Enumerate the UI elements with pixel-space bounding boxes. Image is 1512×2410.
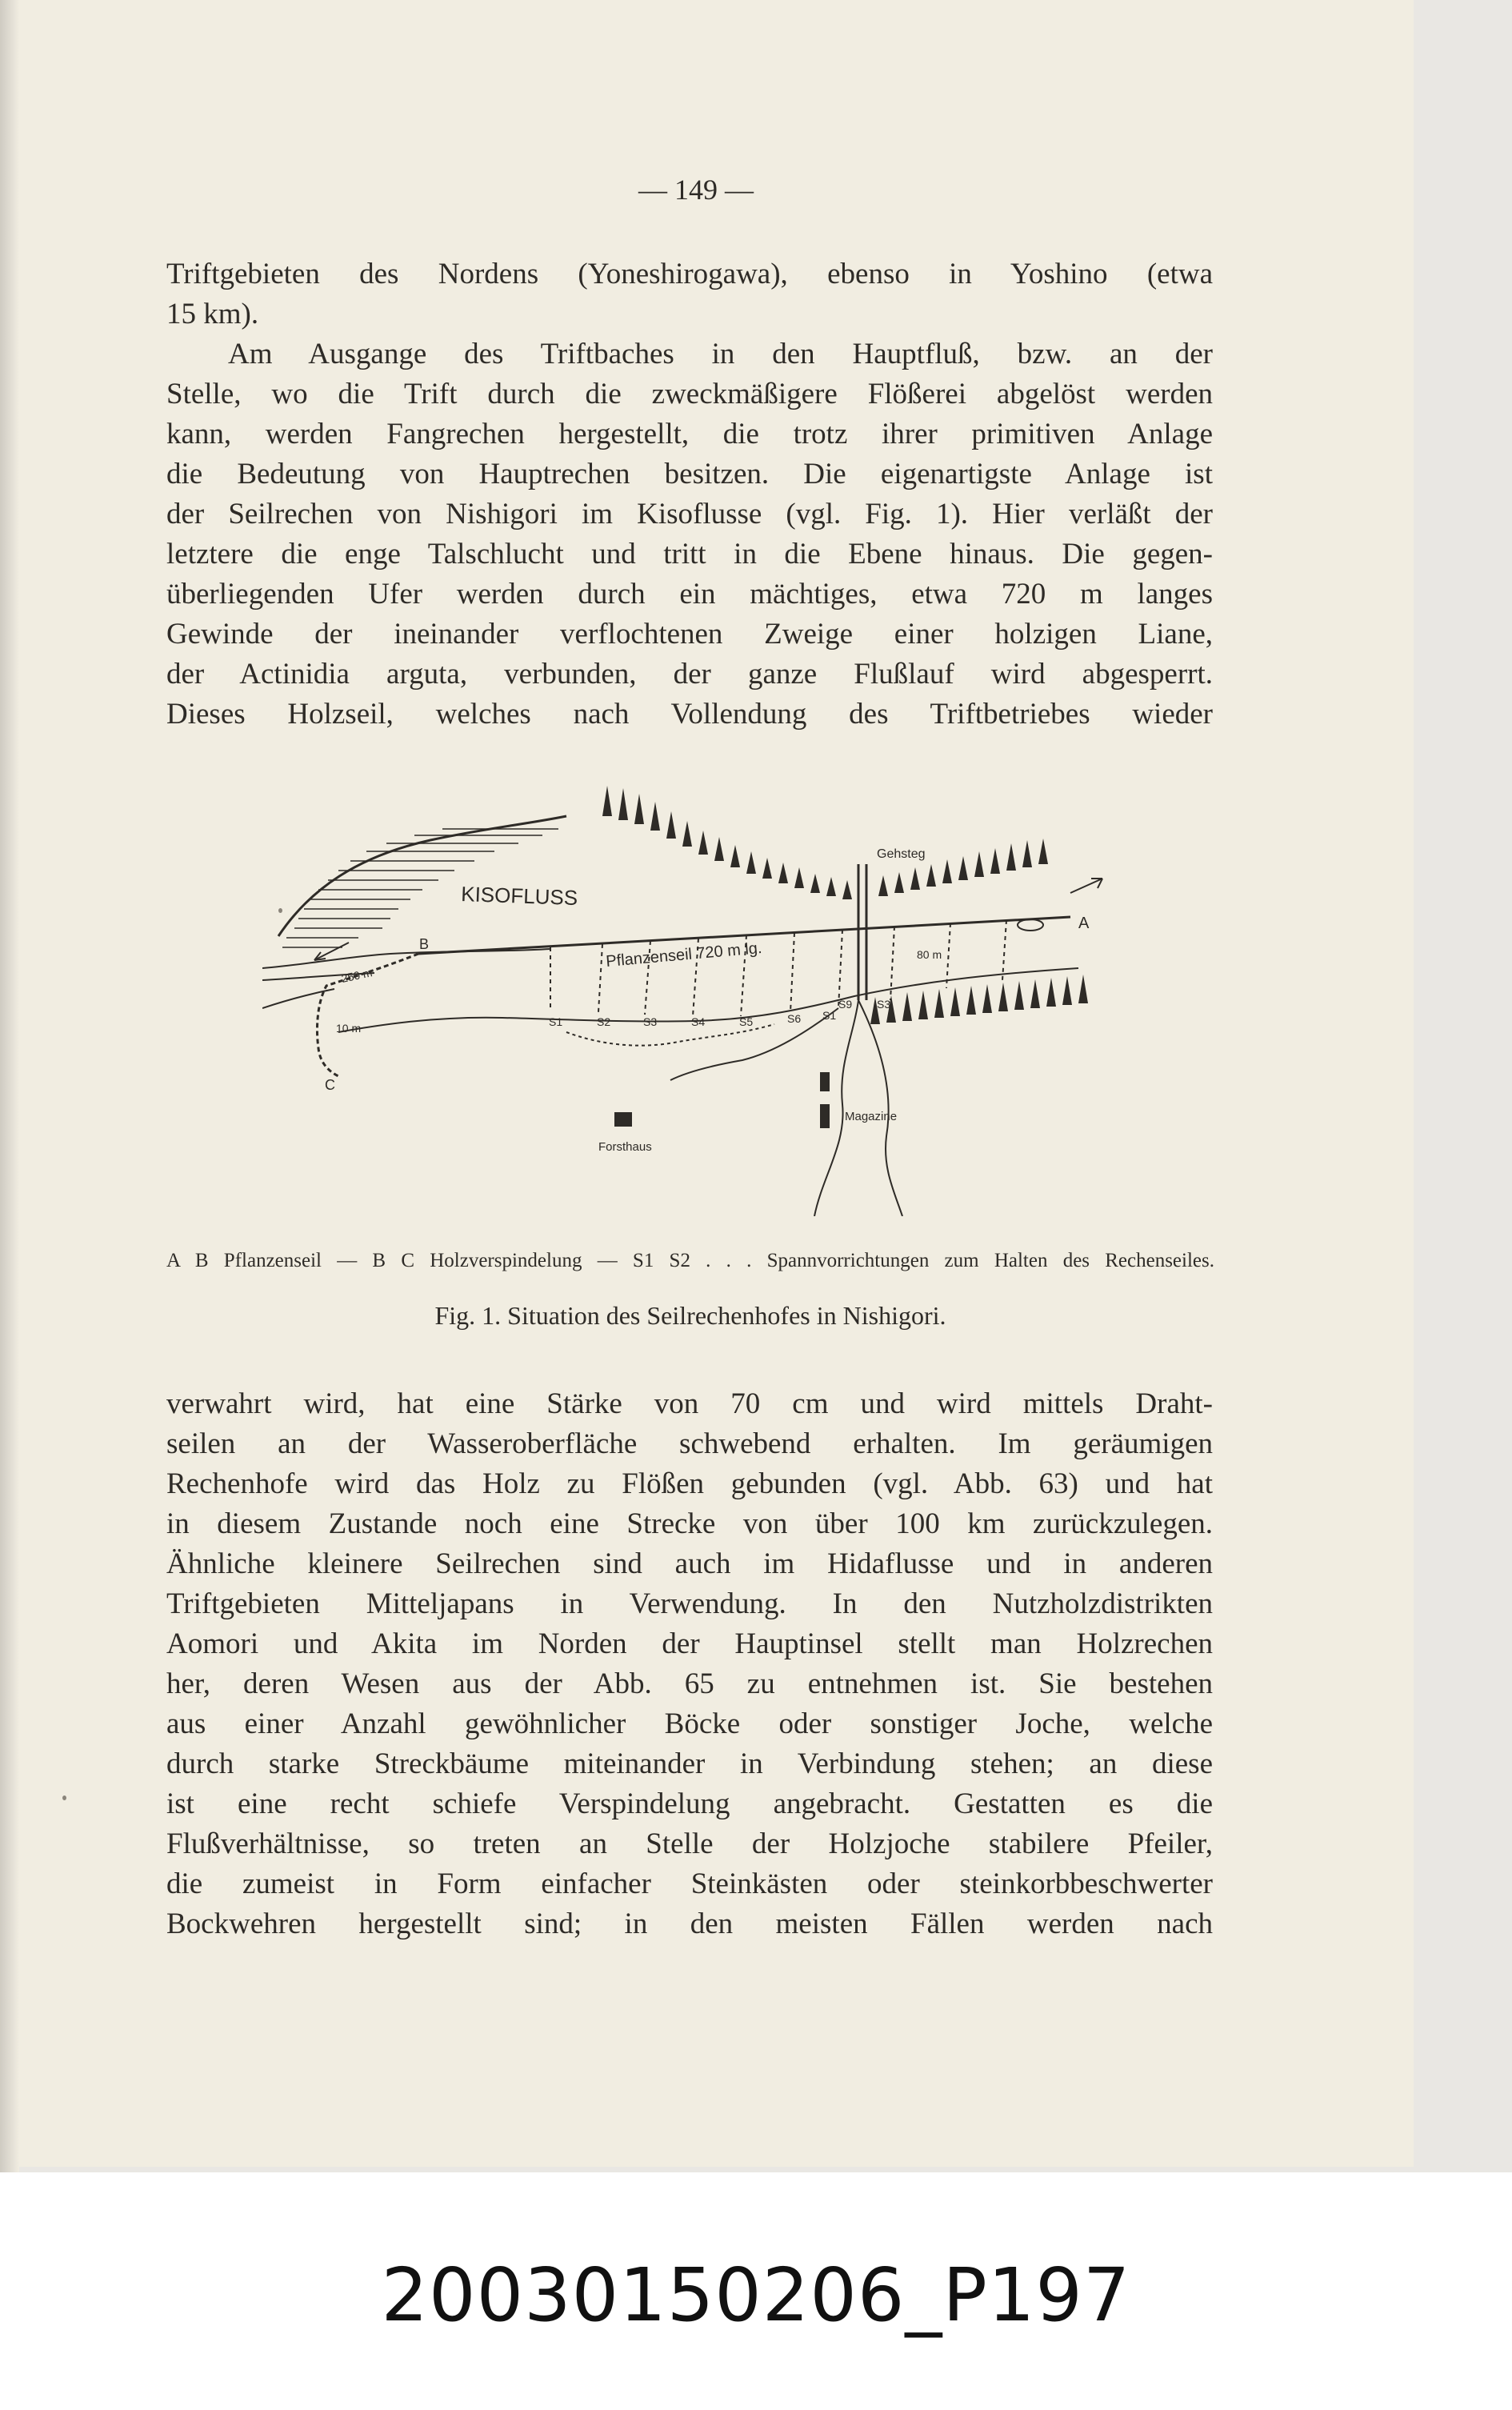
paper-speck: [278, 908, 282, 913]
text-line: kann, werden Fangrechen hergestellt, die trotz ihrer primitiven Anlage: [166, 418, 1213, 450]
site-plan-figure: [262, 768, 1118, 1216]
text-line: aus einer Anzahl gewöhnlicher Böcke oder sonstiger Joche, welche: [166, 1707, 1213, 1740]
text-line: ist eine recht schiefe Verspindelung angebracht. Gestatten es die: [166, 1787, 1213, 1820]
text-line: überliegenden Ufer werden durch ein mächtiges, etwa 720 m langes: [166, 578, 1213, 611]
label-anchor: S6: [787, 1012, 802, 1025]
label-anchor: S3: [643, 1015, 658, 1028]
label-river: KISOFLUSS: [460, 882, 578, 911]
paragraph-first-line: Am Ausgange des Triftbaches in den Hauptfluß, bzw. an der: [228, 338, 1213, 370]
figure-caption: Fig. 1. Situation des Seilrechenhofes in Nishigori.: [434, 1301, 946, 1330]
page-gutter: [0, 0, 19, 2172]
label-anchor: S9: [838, 998, 853, 1011]
text-line: der Seilrechen von Nishigori im Kisoflusse (vgl. Fig. 1). Hier verläßt der: [166, 498, 1213, 530]
page-number: — 149 —: [638, 174, 754, 206]
label-anchor: S2: [597, 1015, 611, 1028]
label-rope: Pflanzenseil 720 m lg.: [605, 939, 763, 971]
text-line: Stelle, wo die Trift durch die zweckmäßigere Flößerei abgelöst werden: [166, 378, 1213, 410]
text-line: Aomori und Akita im Norden der Hauptinsel stellt man Holzrechen: [166, 1627, 1213, 1660]
text-line: in diesem Zustande noch eine Strecke von über 100 km zurückzulegen.: [166, 1507, 1213, 1540]
text-line: Dieses Holzseil, welches nach Vollendung des Triftbetriebes wieder: [166, 698, 1213, 731]
label-point-c: C: [325, 1077, 335, 1093]
label-anchor: S5: [739, 1015, 754, 1028]
buildings: [614, 1072, 830, 1128]
label-point-a: A: [1078, 915, 1090, 932]
label-length-10: 10 m: [336, 1022, 362, 1035]
text-line: die Bedeutung von Hauptrechen besitzen. Die eigenartigste Anlage ist: [166, 458, 1213, 490]
label-length-80: 80 m: [917, 948, 942, 961]
paper-speck: [62, 1795, 66, 1800]
text-line: letztere die enge Talschlucht und tritt in die Ebene hinaus. Die gegen-: [166, 538, 1213, 570]
text-line: Triftgebieten Mitteljapans in Verwendung. In den Nutzholzdistrikten: [166, 1587, 1213, 1620]
forest-trees: [602, 786, 1088, 1024]
label-anchor: S1: [822, 1009, 837, 1022]
label-magazine: Magazine: [845, 1110, 898, 1123]
label-footbridge: Gehsteg: [877, 847, 926, 861]
text-line: Ähnliche kleinere Seilrechen sind auch im Hidaflusse und in anderen: [166, 1547, 1213, 1580]
text-line: die zumeist in Form einfacher Steinkästen oder steinkorbbeschwerter: [166, 1868, 1213, 1900]
text-line: verwahrt wird, hat eine Stärke von 70 cm und wird mittels Draht-: [166, 1387, 1213, 1420]
text-line: Gewinde der ineinander verflochtenen Zweige einer holzigen Liane,: [166, 618, 1213, 651]
text-line: Bockwehren hergestellt sind; in den meisten Fällen werden nach: [166, 1908, 1213, 1940]
label-length-250: 250 m: [340, 966, 374, 985]
archive-id-label: 20030150206_P197: [381, 2252, 1131, 2338]
text-line: Triftgebieten des Nordens (Yoneshirogawa), ebenso in Yoshino (etwa: [166, 258, 1213, 290]
label-anchor: S1: [549, 1015, 563, 1028]
figure-legend: A B Pflanzenseil — B C Holzverspindelung — S1 S2 . . . Spannvorrichtungen zum Halten des Rechenseiles.: [166, 1250, 1214, 1271]
label-anchor: S3: [877, 998, 891, 1011]
text-line: Rechenhofe wird das Holz zu Flößen gebunden (vgl. Abb. 63) und hat: [166, 1467, 1213, 1500]
text-line: der Actinidia arguta, verbunden, der ganze Flußlauf wird abgesperrt.: [166, 658, 1213, 691]
text-line: Flußverhältnisse, so treten an Stelle der Holzjoche stabilere Pfeiler,: [166, 1828, 1213, 1860]
text-line: seilen an der Wasseroberfläche schwebend erhalten. Im geräumigen: [166, 1427, 1213, 1460]
text-line: 15 km).: [166, 298, 259, 330]
text-line: her, deren Wesen aus der Abb. 65 zu entnehmen ist. Sie bestehen: [166, 1667, 1213, 1700]
label-forester: Forsthaus: [598, 1140, 652, 1154]
label-point-b: B: [419, 936, 430, 952]
label-anchor: S4: [691, 1015, 706, 1028]
text-line: durch starke Streckbäume miteinander in Verbindung stehen; an diese: [166, 1747, 1213, 1780]
